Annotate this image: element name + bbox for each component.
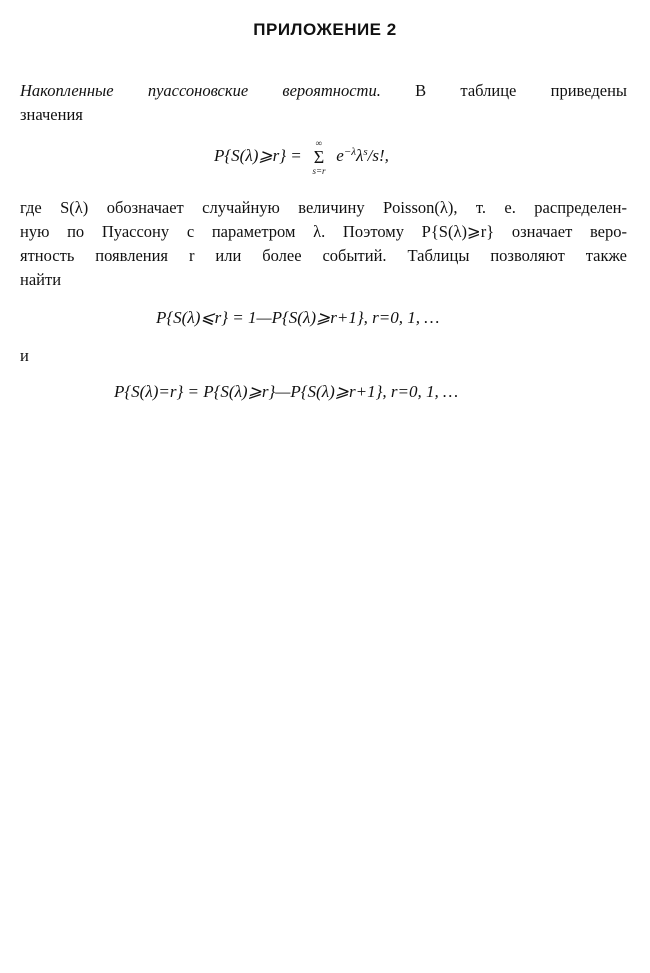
summation-sign: ∞ Σ s=r	[310, 148, 328, 166]
formula1-base: e	[336, 146, 344, 165]
explanation-line-3: ятность появления r или более событий. Таблицы позволяют также	[20, 246, 627, 265]
intro-paragraph	[20, 79, 627, 127]
formula-cumulative-probability	[214, 138, 389, 177]
formula1-lhs: P{S(λ)⩾r} =	[214, 146, 306, 165]
explanation-line-2: ную по Пуассону с параметром λ. Поэтому P{S(λ)⩾r} означает веро-	[20, 222, 627, 241]
explanation-line-4: найти	[20, 270, 62, 289]
formula-cdf: P{S(λ)⩽r} = 1—P{S(λ)⩾r+1}, r=0, 1, …	[156, 308, 440, 327]
formula1-exponent-s: s	[363, 146, 368, 158]
appendix-title: ПРИЛОЖЕНИЕ 2	[253, 20, 397, 39]
formula-pmf: P{S(λ)=r} = P{S(λ)⩾r}—P{S(λ)⩾r+1}, r=0, 1, …	[114, 382, 459, 401]
formula1-exponent: −λ	[343, 146, 356, 158]
formula1-lambda: λ	[355, 146, 364, 165]
conjunction: и	[20, 346, 29, 365]
summation-upper-limit: ∞	[315, 138, 323, 149]
intro-line-2: значения	[20, 105, 83, 124]
summation-lower-limit: s=r	[312, 166, 326, 177]
intro-line-1	[20, 79, 627, 103]
intro-italic-lead: Накопленные пуассоновские вероятности.	[20, 81, 381, 100]
explanation-line-1: где S(λ) обозначает случайную величину Poisson(λ), т. е. распределен-	[20, 198, 627, 217]
formula1-tail: /s!,	[367, 146, 389, 165]
explanation-paragraph	[20, 196, 627, 292]
intro-line-1-rest: В таблице приведены	[380, 81, 627, 100]
